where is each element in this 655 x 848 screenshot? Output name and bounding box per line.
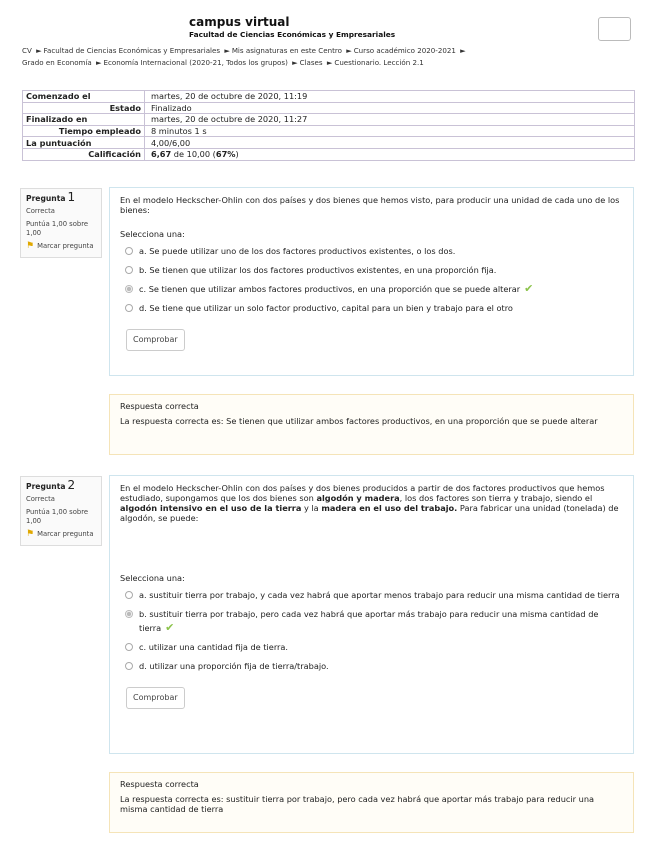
breadcrumb-separator-icon: ►	[326, 58, 333, 67]
summary-label: Finalizado en	[23, 114, 145, 126]
answer-option-label	[139, 282, 533, 296]
summary-row-marks	[23, 137, 635, 149]
answer-option[interactable]	[120, 661, 623, 673]
answer-option[interactable]	[120, 303, 623, 315]
breadcrumb-separator-icon: ►	[292, 58, 298, 67]
question-points: Puntúa 1,00 sobre 1,00	[26, 220, 89, 237]
question-text-part: Para fabricar una unidad (tonelada) de algodón, se puede:	[120, 503, 619, 523]
site-title[interactable]: campus virtual	[189, 15, 290, 29]
flag-label: Marcar pregunta	[37, 530, 94, 538]
radio-button[interactable]	[125, 591, 133, 599]
answer-option[interactable]	[120, 590, 623, 602]
flag-icon: ⚑	[26, 241, 35, 251]
breadcrumb-cv[interactable]: CV	[22, 46, 32, 55]
check-button[interactable]: Comprobar	[126, 687, 185, 709]
radio-button-selected[interactable]	[125, 285, 133, 293]
question-text-bold: algodón y madera	[316, 493, 400, 503]
answer-option-label: a. Se puede utilizar uno de los dos factores productivos existentes, o los dos.	[139, 246, 456, 256]
question-text	[120, 483, 623, 573]
grade-of: de 10,00 (	[171, 149, 216, 160]
grade-score: 6,67	[151, 149, 172, 160]
summary-label: Calificación	[23, 148, 145, 160]
summary-value	[145, 148, 635, 160]
radio-button[interactable]	[125, 266, 133, 274]
question-1-info	[20, 188, 102, 258]
check-mark-icon: ✔	[524, 282, 534, 295]
attempt-summary-table	[22, 90, 635, 161]
answer-prompt: Selecciona una:	[120, 229, 185, 239]
question-text-part: , los dos factores son tierra y trabajo, siendo el	[399, 493, 593, 503]
breadcrumb-separator-icon: ►	[460, 46, 466, 55]
flag-question-toggle[interactable]	[26, 530, 97, 539]
faculty-subtitle: Facultad de Ciencias Económicas y Empresariales	[189, 30, 396, 39]
question-text-part: En el modelo Heckscher-Ohlin con dos países y dos bienes producidos a partir de dos factores productivos que hemos estudiado, supongamos que los dos bienes son	[120, 483, 605, 503]
summary-label: Estado	[23, 102, 145, 114]
answer-option[interactable]	[120, 265, 623, 277]
grade-percent: 67%	[215, 149, 236, 160]
breadcrumb-separator-icon: ►	[346, 46, 352, 55]
question-status: Correcta	[26, 495, 55, 503]
question-number	[26, 478, 97, 492]
flag-label: Marcar pregunta	[37, 242, 94, 250]
question-2-box	[109, 475, 634, 754]
radio-button[interactable]	[125, 247, 133, 255]
summary-value: 8 minutos 1 s	[145, 125, 635, 137]
breadcrumb-separator-icon: ►	[36, 46, 42, 55]
question-2-info	[20, 476, 102, 546]
breadcrumb-faculty[interactable]: Facultad de Ciencias Económicas y Empresariales	[43, 46, 221, 55]
answer-option-label	[139, 607, 623, 635]
answer-option-label: d. Se tiene que utilizar un solo factor productivo, capital para un bien y trabajo para el otro	[139, 303, 513, 313]
question-text-bold: algodón intensivo en el uso de la tierra	[120, 503, 302, 513]
breadcrumb-separator-icon: ►	[224, 46, 230, 55]
radio-button[interactable]	[125, 643, 133, 651]
summary-value: martes, 20 de octubre de 2020, 11:27	[145, 114, 635, 126]
check-mark-icon: ✔	[165, 621, 175, 634]
question-number	[26, 190, 97, 204]
breadcrumb-course[interactable]: Economía Internacional (2020-21, Todos los grupos)	[103, 58, 288, 67]
question-text-bold: madera en el uso del trabajo.	[321, 503, 458, 513]
summary-value: 4,00/6,00	[145, 137, 635, 149]
feedback-text: La respuesta correcta es: sustituir tierra por trabajo, pero cada vez habrá que aportar más trabajo para reducir una misma cantidad de tierra	[120, 794, 595, 814]
answer-option-label: d. utilizar una proporción fija de tierra/trabajo.	[139, 661, 329, 671]
breadcrumb-classes[interactable]: Clases	[299, 58, 323, 67]
feedback-title: Respuesta correcta	[120, 779, 199, 789]
summary-label: La puntuación	[23, 137, 145, 149]
question-text-part: y la	[301, 503, 322, 513]
check-button[interactable]: Comprobar	[126, 329, 185, 351]
answer-option[interactable]	[120, 284, 623, 296]
radio-button-selected[interactable]	[125, 610, 133, 618]
summary-row-state	[23, 102, 635, 114]
question-label: Pregunta	[26, 482, 66, 491]
summary-label: Comenzado el	[23, 91, 145, 103]
summary-row-time	[23, 125, 635, 137]
question-status: Correcta	[26, 207, 55, 215]
breadcrumb-separator-icon: ►	[96, 58, 102, 67]
answer-option[interactable]	[120, 609, 623, 635]
breadcrumb-academic-year[interactable]: Curso académico 2020-2021	[353, 46, 456, 55]
feedback-title: Respuesta correcta	[120, 401, 199, 411]
breadcrumb	[22, 45, 622, 69]
summary-label: Tiempo empleado	[23, 125, 145, 137]
answer-option-text: c. Se tienen que utilizar ambos factores productivos, en una proporción que se puede alterar	[139, 284, 521, 294]
breadcrumb-quiz[interactable]: Cuestionario. Lección 2.1	[334, 58, 424, 67]
question-number-value: 2	[67, 478, 76, 492]
question-points: Puntúa 1,00 sobre 1,00	[26, 508, 89, 525]
answer-option[interactable]	[120, 642, 623, 654]
question-1-box	[109, 187, 634, 376]
feedback-text: La respuesta correcta es: Se tienen que utilizar ambos factores productivos, en una proporción que se puede alterar	[120, 416, 598, 426]
breadcrumb-degree[interactable]: Grado en Economía	[22, 58, 92, 67]
radio-button[interactable]	[125, 662, 133, 670]
question-label: Pregunta	[26, 194, 66, 203]
flag-icon: ⚑	[26, 529, 35, 539]
user-menu-box[interactable]	[598, 17, 631, 41]
answer-prompt: Selecciona una:	[120, 573, 185, 583]
grade-close: )	[235, 149, 239, 160]
breadcrumb-my-courses[interactable]: Mis asignaturas en este Centro	[231, 46, 342, 55]
answer-option-label: b. Se tienen que utilizar los dos factores productivos existentes, en una proporción fija.	[139, 265, 497, 275]
summary-row-grade	[23, 148, 635, 160]
question-text: En el modelo Heckscher-Ohlin con dos países y dos bienes que hemos visto, para producir una unidad de cada uno de los bienes:	[120, 195, 620, 215]
question-1-feedback	[109, 394, 634, 455]
summary-row-started	[23, 91, 635, 103]
summary-value: Finalizado	[145, 102, 635, 114]
answer-option-text: b. sustituir tierra por trabajo, pero cada vez habrá que aportar más trabajo para reducir una misma cantidad de tierra	[139, 609, 599, 633]
summary-value: martes, 20 de octubre de 2020, 11:19	[145, 91, 635, 103]
question-number-value: 1	[67, 190, 76, 204]
radio-button[interactable]	[125, 304, 133, 312]
question-2-feedback	[109, 772, 634, 833]
answer-option[interactable]	[120, 246, 623, 258]
flag-question-toggle[interactable]	[26, 242, 97, 251]
summary-row-finished	[23, 114, 635, 126]
answer-option-label: c. utilizar una cantidad fija de tierra.	[139, 642, 289, 652]
answer-option-label: a. sustituir tierra por trabajo, y cada vez habrá que aportar menos trabajo para reducir una misma cantidad de tierra	[139, 590, 620, 600]
